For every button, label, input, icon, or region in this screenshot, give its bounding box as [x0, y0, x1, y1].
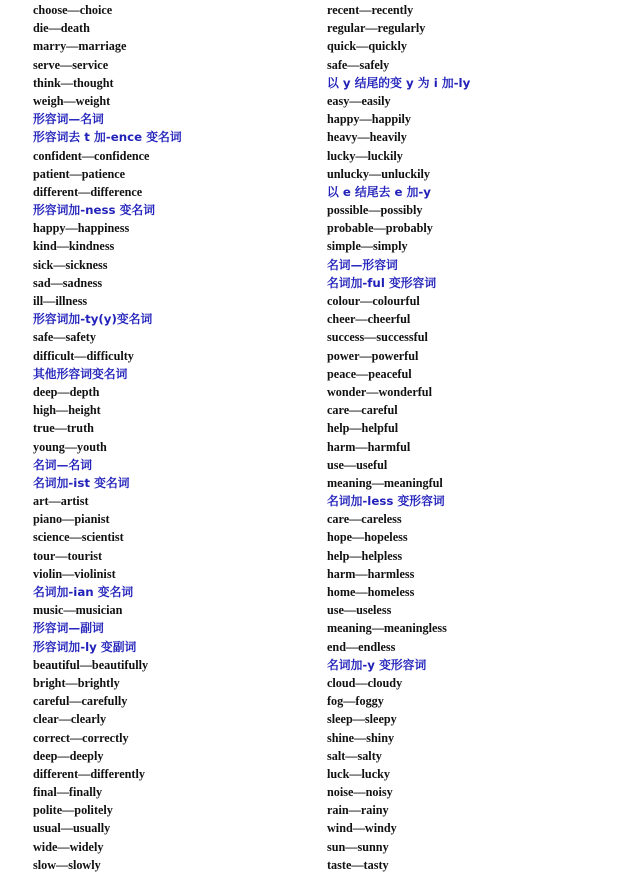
word-pair: tour—tourist	[33, 548, 103, 563]
word-pair: wide—widely	[33, 839, 104, 854]
word-pair: sad—sadness	[33, 275, 103, 290]
word-pair: lucky—luckily	[327, 148, 403, 163]
word-pair: home—homeless	[327, 585, 415, 599]
word-pair: rain—rainy	[327, 803, 389, 818]
word-pair: quick—quickly	[327, 39, 407, 54]
section-heading: 形容词加-ness 变名词	[33, 203, 156, 218]
section-heading: 以 e 结尾去 e 加-y	[327, 184, 432, 199]
word-pair: use—useless	[327, 603, 392, 618]
word-pair: meaning—meaningless	[327, 621, 447, 636]
word-pair: slow—slowly	[33, 857, 101, 872]
word-pair: help—helpful	[327, 421, 399, 436]
word-pair: meaning—meaningful	[327, 475, 443, 490]
word-pair: power—powerful	[327, 348, 419, 363]
section-heading: 名词加-ful 变形容词	[327, 275, 437, 290]
word-pair: true—truth	[33, 421, 94, 436]
section-heading: 名词加-less 变形容词	[327, 494, 445, 509]
section-heading: 形容词加-ty(y)变名词	[33, 312, 153, 327]
word-pair: probable—probably	[327, 221, 433, 236]
word-pair: piano—pianist	[33, 512, 110, 527]
word-pair: harm—harmful	[327, 439, 411, 454]
section-heading: 形容词—副词	[33, 621, 104, 636]
word-pair: taste—tasty	[327, 857, 389, 872]
word-pair: final—finally	[33, 785, 103, 800]
word-pair: care—careless	[327, 512, 402, 527]
section-heading: 名词加-y 变形容词	[327, 657, 427, 672]
word-pair: bright—brightly	[33, 675, 120, 690]
word-pair: different—differently	[33, 766, 145, 781]
section-heading: 名词加-ian 变名词	[33, 585, 134, 599]
word-pair: art—artist	[33, 494, 89, 509]
section-heading: 名词—名词	[33, 457, 92, 472]
word-pair: salt—salty	[327, 748, 382, 763]
section-heading: 名词加-ist 变名词	[33, 475, 130, 490]
section-heading: 形容词去 t 加-ence 变名词	[33, 130, 182, 145]
word-pair: harm—harmless	[327, 566, 415, 581]
word-pair: patient—patience	[33, 166, 126, 181]
word-pair: high—height	[33, 403, 101, 418]
word-pair: serve—service	[33, 57, 109, 72]
word-pair: end—endless	[327, 639, 396, 654]
word-pair: deep—depth	[33, 384, 100, 399]
right-word-column	[327, 1, 617, 874]
word-pair: luck—lucky	[327, 766, 390, 781]
word-pair: shine—shiny	[327, 730, 395, 745]
word-pair: music—musician	[33, 603, 123, 618]
section-heading: 其他形容词变名词	[33, 366, 128, 381]
word-pair: wonder—wonderful	[327, 384, 432, 399]
section-heading: 名词—形容词	[327, 257, 398, 272]
word-pair: choose—choice	[33, 3, 113, 17]
word-pair: possible—possibly	[327, 203, 423, 218]
word-pair: kind—kindness	[33, 239, 115, 254]
word-pair: weigh—weight	[33, 93, 111, 108]
word-pair: different—difference	[33, 184, 143, 199]
word-pair: wind—windy	[327, 821, 397, 836]
word-pair: noise—noisy	[327, 785, 393, 800]
word-pair: ill—illness	[33, 294, 88, 308]
left-word-column	[33, 1, 313, 874]
word-pair: heavy—heavily	[327, 130, 407, 145]
word-pair: careful—carefully	[33, 694, 128, 709]
word-pair: peace—peaceful	[327, 366, 412, 381]
word-pair: use—useful	[327, 457, 388, 472]
word-pair: correct—correctly	[33, 730, 129, 745]
word-pair: science—scientist	[33, 530, 124, 545]
word-pair: easy—easily	[327, 93, 391, 108]
word-pair: colour—colourful	[327, 294, 420, 308]
word-pair: deep—deeply	[33, 748, 104, 763]
word-pair: beautiful—beautifully	[33, 657, 149, 672]
word-pair: difficult—difficulty	[33, 348, 134, 363]
word-pair: regular—regularly	[327, 21, 426, 36]
word-pair: happy—happily	[327, 112, 412, 127]
word-pair: think—thought	[33, 75, 114, 90]
word-pair: cloud—cloudy	[327, 675, 403, 690]
word-pair: unlucky—unluckily	[327, 166, 430, 181]
word-pair: cheer—cheerful	[327, 312, 411, 327]
word-pair: safe—safely	[327, 57, 390, 72]
word-pair: safe—safety	[33, 330, 96, 345]
word-pair: sun—sunny	[327, 839, 389, 854]
section-heading: 以 y 结尾的变 y 为 i 加-ly	[327, 75, 471, 90]
word-pair: hope—hopeless	[327, 530, 408, 545]
section-heading: 形容词加-ly 变副词	[33, 639, 137, 654]
word-pair: die—death	[33, 21, 90, 36]
section-heading: 形容词—名词	[33, 112, 104, 127]
word-pair: help—helpless	[327, 548, 403, 563]
word-pair: confident—confidence	[33, 148, 150, 163]
word-pair: violin—violinist	[33, 566, 116, 581]
word-pair: happy—happiness	[33, 221, 130, 236]
word-pair: sleep—sleepy	[327, 712, 397, 727]
word-pair: clear—clearly	[33, 712, 107, 727]
word-pair: polite—politely	[33, 803, 113, 818]
word-pair: fog—foggy	[327, 694, 384, 709]
word-pair: young—youth	[33, 439, 107, 454]
word-pair: sick—sickness	[33, 257, 108, 272]
word-pair: success—successful	[327, 330, 428, 345]
word-pair: marry—marriage	[33, 39, 127, 54]
word-pair: simple—simply	[327, 239, 408, 254]
word-pair: care—careful	[327, 403, 398, 418]
word-pair: recent—recently	[327, 3, 414, 17]
word-pair: usual—usually	[33, 821, 111, 836]
